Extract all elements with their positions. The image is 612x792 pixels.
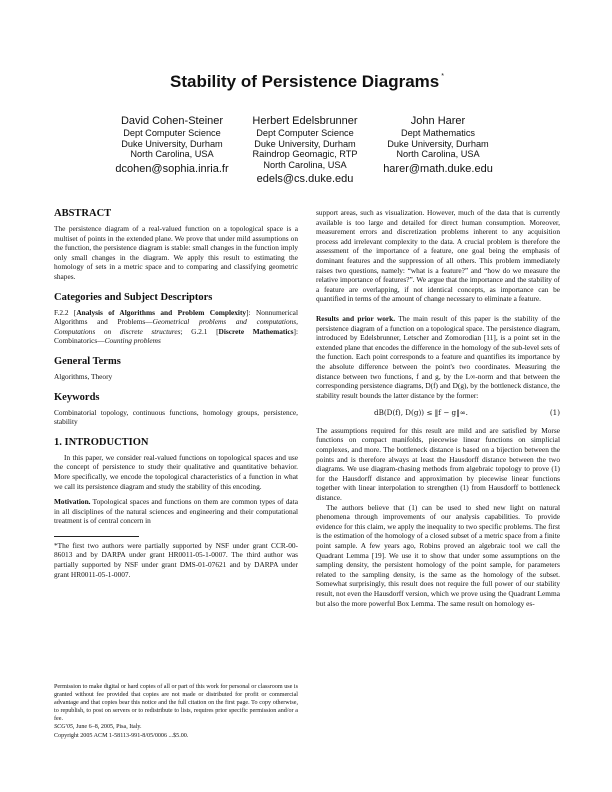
author-name: John Harer [410,115,466,127]
author-name: David Cohen-Steiner [120,115,224,127]
abstract-heading: ABSTRACT [54,208,112,219]
category-part: ]: Combinatorics— [54,326,298,346]
motivation-text: Topological spaces and functions on them are common types of data in all disciplines of the natural sciences and engineering and their computational treatment is of central concern in [54,497,298,526]
introduction-heading: 1. INTRODUCTION [54,436,149,448]
motivation-paragraph [54,497,298,526]
author-affiliation: Dept Mathematics [400,128,476,138]
abstract-text: The persistence diagram of a real-valued function on a topological space is a multiset of points in the extended plane. We prove that under mild assumptions on the function, the persistence diagram is stable: small changes in the function imply only small changes in the diagram. We apply this result to estimating the homology of sets in a metric space and to comparing and classifying geometric shapes. [54,224,298,281]
results-text: The main result of this paper is the stability of the persistence diagram of a function on a topological space. The persistence diagram, introduced by Edelsbrunner, Letscher and Zomorodian [11], is a point set in the extended plane that encodes the difference in the homology of the sub-level sets of the function. Each point corresponds to a feature and quantifies its importance by the absolute difference between the point's two coordinates. Measuring the distance between two functions, f and g, by the L∞-norm and that between the corresponding persistence diagrams, D(f) and D(g), by the bottleneck distance, the stability result bounds the latter distance by the former: [316,313,560,400]
equation-number: (1) [549,408,560,418]
copyright-line: Copyright 2005 ACM 1-58113-991-8/05/0006 ...$5.00. [54,732,189,739]
category-part: Discrete Mathematics [218,326,294,336]
author-affiliation: North Carolina, USA [396,149,480,160]
paper-title [0,72,612,92]
category-part: ]: Nonnumerical Algorithms and Problems— [54,307,298,327]
author-email: dcohen@sophia.inria.fr [115,162,229,175]
results-paragraph [316,314,560,400]
author-name: Herbert Edelsbrunner [252,115,358,127]
title-text: Stability of Persistence Diagrams [169,72,440,91]
author-affiliation: Dept Computer Science [123,128,221,138]
equation-body: dB(D(f), D(g)) ≤ ‖f − g‖∞. [374,408,468,418]
author-email: edels@cs.duke.edu [256,173,354,186]
author-affiliation: Duke University, Durham [254,138,356,149]
venue-line [54,723,298,731]
body-paragraph: The assumptions required for this result are mild and are satisfied by Morse functions on compact manifolds, piecewise linear functions on simplicial complexes, and more. The bottleneck distance is based on a bijection between the points and is therefore always at least the Hausdorff distance between the two diagrams. We use diagram-chasing methods from algebraic topology to prove (1) for the Hausdorff distance and approximation by piecewise linear functions together with linear interpolation to strengthen (1) from Hausdorff to bottleneck distance. [316,425,560,503]
venue-name: SCG'05, [54,724,75,731]
author-affiliation: Duke University, Durham [387,138,489,149]
category-part: ; G.2.1 [ [180,326,219,336]
general-terms-text: Algorithms, Theory [54,371,113,381]
body-paragraph: The authors believe that (1) can be used to shed new light on natural phenomena through improvements of our analysis capabilities. To provide evidence for this claim, we apply the inequality to two specific problems. The first is the estimation of the homology of a closed subset of a metric space from a finite point sample. A few years ago, Robins proved an algebraic tool we call the Quadrant Lemma [19]. We use it to show that under some assumptions on the sampling density, the persistent homology of the point sample, for parameters related to the sampling density, is the same as the homology of the subset. Somewhat surprisingly, this result does not require the full power of our stability result, not even the Hausdorff version, which we prove using the Quadrant Lemma but also the more powerful Box Lemma. The same result on homology es- [316,502,560,608]
venue-details: June 6–8, 2005, Pisa, Italy. [75,724,142,731]
author-affiliation: Raindrop Geomagic, RTP [252,149,358,160]
motivation-run-in-heading: Motivation. [54,497,91,507]
stability-equation [316,408,560,418]
left-column [54,208,298,579]
author-affiliation: Duke University, Durham [121,138,223,149]
right-column [316,208,560,608]
introduction-paragraph: In this paper, we consider real-valued functions on topological spaces and use the concept of persistence to study their qualitative and quantitative behavior. More specifically, we encode the topological characteristics of a function in what we call its persistence diagram and study the stability of this encoding. [54,452,298,491]
category-part: Counting problems [104,336,161,346]
body-paragraph: support areas, such as visualization. However, much of the data that is currently available is too large and detailed for direct human consumption. Moreover, measurement errors and discretization problems inherent to any acquisition process add irrelevant complexity to the data. A crucial problem is therefore the assessment of the importance of a feature, one goal being the emphasis of dominant features and the suppression of all others. This problem immediately raises two questions, namely: “what is a feature?” and “how do we measure the relative importance of features?”. We argue that the importance and the stability of a feature are overlapping, if not identical concepts, as importance can be quantified in terms of the amount of change necessary to eliminate a feature. [316,208,560,304]
keywords-heading: Keywords [54,391,100,403]
permission-text: Permission to make digital or hard copies of all or part of this work for personal or classroom use is granted without fee provided that copies are not made or distributed for profit or commercial advantage and that copies bear this notice and the full citation on the first page. To copy otherwise, to republish, to post on servers or to redistribute to lists, requires prior specific permission and/or a fee. [54,684,298,723]
author-email: harer@math.duke.edu [383,162,493,175]
categories-heading: Categories and Subject Descriptors [54,291,213,303]
category-part: Geometrical problems and computations, Computations on discrete structures [54,317,298,336]
footnote-rule [54,536,139,537]
category-part: F.2.2 [ [54,307,77,317]
funding-footnote: *The first two authors were partially supported by NSF under grant CCR-00-86013 and by DARPA under grant HR0011-05-1-0007. The third author was partially supported by NSF under grant DMS-01-07621 and by DARPA under grant HR0011-05-1-0007. [54,540,298,579]
author-block-3 [348,115,528,176]
category-part: Analysis of Algorithms and Problem Complexity [76,307,247,317]
general-terms-heading: General Terms [54,355,121,367]
author-affiliation: North Carolina, USA [263,159,347,170]
results-run-in-heading: Results and prior work. [316,313,396,323]
keywords-text: Combinatorial topology, continuous functions, homology groups, persistence, stability [54,407,298,427]
author-affiliation: North Carolina, USA [130,149,214,160]
title-footnote-mark: * [441,73,444,80]
permission-notice [54,683,298,740]
author-affiliation: Dept Computer Science [256,128,354,138]
categories-text [54,308,298,346]
